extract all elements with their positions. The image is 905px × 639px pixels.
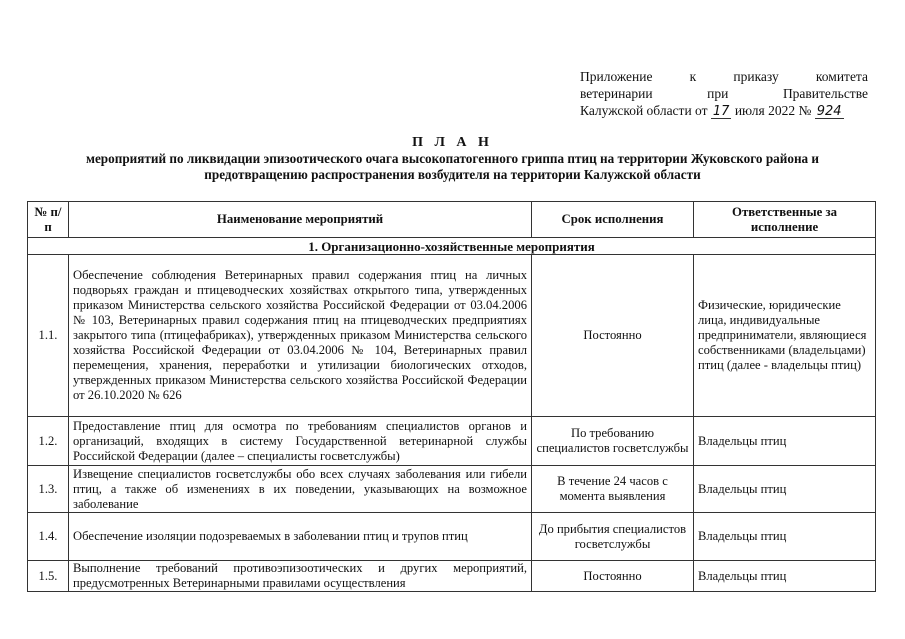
row-name: Обеспечение изоляции подозреваемых в заболевании птиц и трупов птиц <box>69 513 532 561</box>
annex-word: при <box>707 86 729 101</box>
row-num: 1.3. <box>28 466 69 513</box>
annex-prefix: Калужской области от <box>580 103 708 118</box>
row-name: Обеспечение соблюдения Ветеринарных правил содержания птиц на личных подворьях граждан и птицеводческих хозяйствах открытого типа, утвержденных приказом Министерства сельского хозяйства Российской Федерации от 03.04.2006 № 103, Ветеринарных правил содержания птиц на птицеводческих предприятиях закрытого типа (птицефабриках), утвержденных приказом Министерства сельского хозяйства Российской Федерации от 03.04.2006 № 104, Ветеринарных правил перемещения, хранения, переработки и утилизации биологических отходов, утвержденных приказом Министерства сельского хозяйства Российской Федерации от 26.10.2020 № 626 <box>69 255 532 417</box>
annex-block <box>580 68 868 119</box>
annex-word: приказу <box>733 69 779 84</box>
annex-middle: июля 2022 № <box>734 103 812 118</box>
table-row <box>28 513 876 561</box>
row-resp: Владельцы птиц <box>694 561 876 592</box>
annex-day-handwritten: 17 <box>712 104 730 119</box>
header-name: Наименование мероприятий <box>69 202 532 238</box>
table-row <box>28 255 876 417</box>
header-term: Срок исполнения <box>532 202 694 238</box>
annex-word: к <box>689 69 697 84</box>
row-term: Постоянно <box>532 561 694 592</box>
annex-word: Приложение <box>580 69 653 84</box>
annex-word: Правительстве <box>782 86 868 101</box>
row-resp: Владельцы птиц <box>694 466 876 513</box>
row-num: 1.1. <box>28 255 69 417</box>
row-name: Предоставление птиц для осмотра по требованиям специалистов органов и организаций, входящих в систему Государственной ветеринарной службы Российской Федерации (далее – специалисты госветслужбы) <box>69 417 532 466</box>
row-term: По требованию специалистов госветслужбы <box>532 417 694 466</box>
table-header-row <box>28 202 876 238</box>
table-row <box>28 466 876 513</box>
document-subtitle: мероприятий по ликвидации эпизоотического очага высокопатогенного гриппа птиц на территории Жуковского района и предотвращению распространения возбудителя на территории Калужской области <box>85 151 820 182</box>
row-num: 1.4. <box>28 513 69 561</box>
annex-word: комитета <box>815 69 868 84</box>
document-title: П Л А Н <box>412 135 493 150</box>
row-name: Извещение специалистов госветслужбы обо всех случаях заболевания или гибели птиц, а также об изменениях в их поведении, указывающих на возможное заболевание <box>69 466 532 513</box>
row-resp: Владельцы птиц <box>694 513 876 561</box>
row-resp: Физические, юридические лица, индивидуальные предприниматели, являющиеся собственниками (владельцами) птиц (далее - владельцы птиц) <box>694 255 876 417</box>
row-num: 1.2. <box>28 417 69 466</box>
plan-table <box>27 201 876 592</box>
annex-line-3 <box>580 102 868 119</box>
row-term: Постоянно <box>532 255 694 417</box>
row-num: 1.5. <box>28 561 69 592</box>
table-row <box>28 417 876 466</box>
header-resp: Ответственные за исполнение <box>694 202 876 238</box>
annex-line-1 <box>580 68 868 85</box>
annex-number-handwritten: 924 <box>816 104 842 119</box>
row-name: Выполнение требований противоэпизоотических и других мероприятий, предусмотренных Ветеринарными правилами осуществления <box>69 561 532 592</box>
row-term: В течение 24 часов с момента выявления <box>532 466 694 513</box>
section-row <box>28 238 876 255</box>
row-term: До прибытия специалистов госветслужбы <box>532 513 694 561</box>
header-num: № п/п <box>28 202 69 238</box>
section-title: 1. Организационно-хозяйственные мероприятия <box>28 238 876 255</box>
annex-line-2 <box>580 85 868 102</box>
table-row <box>28 561 876 592</box>
row-resp: Владельцы птиц <box>694 417 876 466</box>
annex-word: ветеринарии <box>580 86 653 101</box>
